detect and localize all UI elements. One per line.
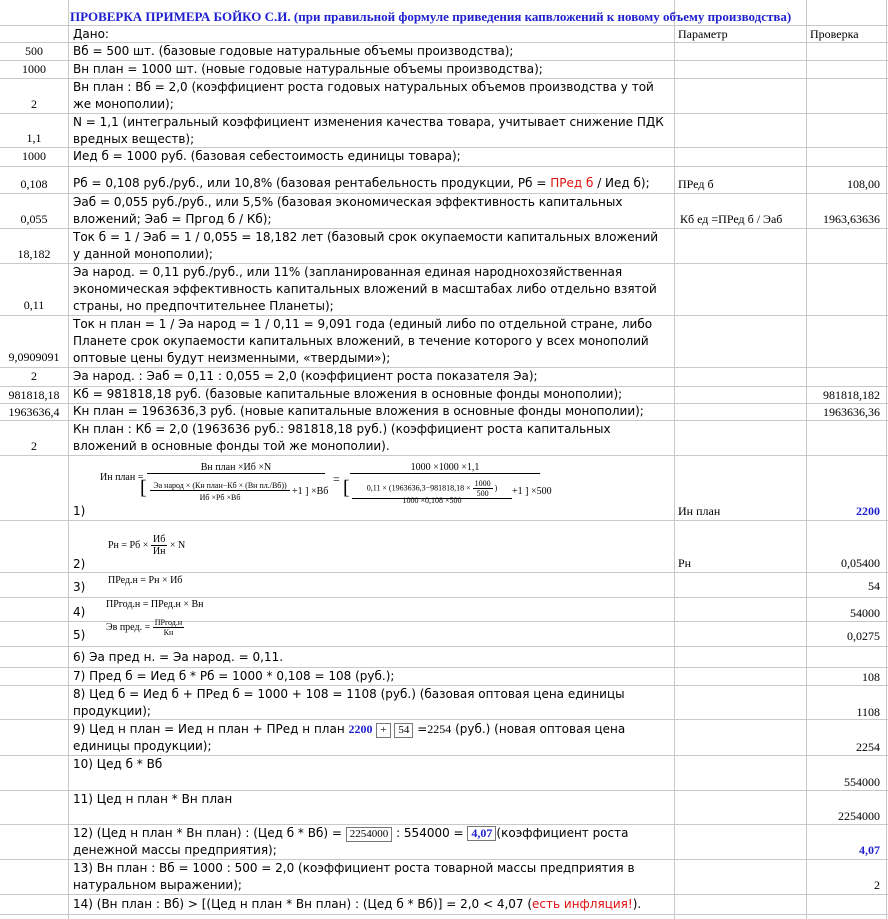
formula-1-numerator-values: 1000 ×1000 ×1,1 <box>350 462 540 474</box>
check-cell: 981818,182 <box>823 388 880 402</box>
text-part: 12) (Цед н план * Вн план) : (Цед б * Вб) = <box>73 826 346 840</box>
step-text: 8) Цед б = Иед б + ПРед б = 1000 + 108 = 1108 (руб.) (базовая оптовая цена единицы продукции); <box>73 687 625 718</box>
formula-text: Эв пред. = <box>106 621 151 633</box>
cell-value: 1000 <box>22 149 46 163</box>
text-part: ). <box>632 897 642 911</box>
step-text: 7) Пред б = Иед б * Рб = 1000 * 0,108 = 108 (руб.); <box>73 669 395 683</box>
grid-line <box>0 894 888 895</box>
formula-text: ) <box>494 483 498 493</box>
param-cell: Рн <box>678 556 692 570</box>
inline-box: 4,07 <box>467 826 496 841</box>
step-text <box>73 825 668 859</box>
check-cell: 0,05400 <box>841 556 880 570</box>
check-cell: 554000 <box>844 775 880 789</box>
formula-4: ПРгод.н = ПРед.н × Вн <box>106 599 204 610</box>
cell-text: Кн план : Кб = 2,0 (1963636 руб.: 981818,18 руб.) (коэффициент роста капитальных вложений в основные фонды той же монополии). <box>73 422 611 453</box>
cell-value: 0,108 <box>20 177 48 191</box>
fraction-numerator: ПРгод.н <box>154 618 183 627</box>
fraction-numerator: 1000 <box>474 479 491 488</box>
fraction-denominator: Ин <box>152 546 166 557</box>
check-cell: 54000 <box>850 606 880 620</box>
cell-value: 1,1 <box>26 131 42 145</box>
text-part: 14) (Вн план : Вб) > [(Цед н план * Вн план) : (Цед б * Вб)] = 2,0 < 4,07 ( <box>73 897 533 911</box>
cell-value: 9,0909091 <box>8 350 60 364</box>
inline-value: 2200 <box>348 722 373 736</box>
cell-value: 2 <box>31 439 37 453</box>
cell-text: Ток б = 1 / Эаб = 1 / 0,055 = 18,182 лет (базовый срок окупаемости капитальных вложений у данной монополии); <box>73 230 659 261</box>
fraction-denominator: 500 <box>476 489 489 498</box>
formula-1-inner-den-values: 1000 ×0,108 ×500 <box>402 496 462 505</box>
check-cell: 108 <box>862 670 880 684</box>
cell-text: Вн план : Вб = 2,0 (коэффициент роста годовых натуральных объемов производства у той же монополии); <box>73 80 654 111</box>
cell-text: Ток н план = 1 / Эа народ = 1 / 0,11 = 9,091 года (единый либо по отдельной стране, либо Планете срок окупаемости капитальных вложений, в течение которого у всех монополий оптовые цены будут неизменными, «твердыми»); <box>73 317 653 365</box>
param-cell: Кб ед =ПРед б / Эаб <box>680 212 783 226</box>
formula-fraction <box>151 534 168 557</box>
formula-1-inner-num: Эа народ × (Кн план−Кб × (Вн пл./Вб)) <box>150 481 290 491</box>
formula-bracket: [ <box>343 477 350 499</box>
check-cell: 1108 <box>856 705 880 719</box>
text-part: Рб = 0,108 руб./руб., или 10,8% (базовая рентабельность продукции, Рб = <box>73 176 551 190</box>
cell-value: 2 <box>31 97 37 111</box>
fraction-numerator: Иб <box>151 534 168 546</box>
grid-line <box>0 597 888 598</box>
check-cell: 2254 <box>856 740 880 754</box>
cell-value: 18,182 <box>17 247 51 261</box>
text-part: (руб.) (новая оптовая цена единицы продукции); <box>73 722 626 753</box>
cell-value: 1000 <box>22 62 46 76</box>
grid-line <box>0 646 888 647</box>
formula-equals: = <box>333 472 340 486</box>
formula-text: × N <box>169 539 186 551</box>
header-given: Дано: <box>73 27 109 41</box>
check-cell: 1963636,36 <box>823 405 880 419</box>
cell-value: 2 <box>31 369 37 383</box>
cell-text: Кб = 981818,18 руб. (базовые капитальные вложения в основные фонды монополии); <box>73 387 623 401</box>
step-text: 13) Вн план : Вб = 1000 : 500 = 2,0 (коэффициент роста товарной массы предприятия в натуральном выражении); <box>73 861 635 892</box>
formula-2 <box>108 534 185 557</box>
check-cell: 0,0275 <box>847 629 880 643</box>
param-cell: ПРед б <box>678 177 714 191</box>
step-label: 1) <box>73 504 86 518</box>
formula-text: Рн = Рб × <box>108 539 149 551</box>
grid-line <box>0 455 888 456</box>
cell-value: 0,055 <box>20 212 48 226</box>
cell-text: Эа народ. = 0,11 руб./руб., или 11% (запланированная единая народнохозяйственная экономическая эффективность капитальных вложений в масштабах либо отдельно взятой страны, но предпочтительнее Планеты); <box>73 265 657 313</box>
cell-value: 500 <box>25 44 43 58</box>
formula-text: Ин план = <box>100 472 144 483</box>
step-text <box>73 721 668 755</box>
text-part: = <box>417 722 428 736</box>
check-cell: 2254000 <box>838 809 880 823</box>
cell-text: Иед б = 1000 руб. (базовая себестоимость единицы товара); <box>73 149 461 163</box>
text-part: / Иед б); <box>593 176 650 190</box>
cell-text: Кн план = 1963636,3 руб. (новые капитальные вложения в основные фонды монополии); <box>73 404 644 418</box>
text-part: (коэффициент роста денежной массы предприятия); <box>73 826 629 857</box>
step-text <box>73 896 713 913</box>
check-cell: 1963,63636 <box>823 212 880 226</box>
formula-3: ПРед.н = Рн × Иб <box>108 575 183 586</box>
formula-1-inner-den: Иб ×Рб ×Вб <box>199 493 241 502</box>
formula-1-numerator: Вн план ×Иб ×N <box>147 462 325 474</box>
result-value: 4,07 <box>859 843 880 857</box>
cell-text: Эа народ. : Эаб = 0,11 : 0,055 = 2,0 (коэффициент роста показателя Эа); <box>73 369 538 383</box>
step-label: 4) <box>73 605 86 619</box>
grid-line <box>0 166 888 167</box>
inline-box: 2254000 <box>346 827 393 842</box>
result-value: 2200 <box>856 504 880 518</box>
step-text: 6) Эа пред н. = Эа народ. = 0,11. <box>73 650 284 664</box>
param-cell: Ин план <box>678 504 721 518</box>
grid-line <box>806 0 807 919</box>
formula-bracket: [ <box>140 477 147 499</box>
text-part: : 554000 = <box>392 826 468 840</box>
red-text: ПРед б <box>550 176 594 190</box>
step-text: 11) Цед н план * Вн план <box>73 792 233 806</box>
grid-line <box>0 914 888 915</box>
step-label: 5) <box>73 628 86 642</box>
check-cell: 2 <box>874 878 880 892</box>
cell-value: 1963636,4 <box>8 405 60 419</box>
header-check: Проверка <box>810 27 859 41</box>
header-param: Параметр <box>678 27 728 41</box>
check-cell: 108,00 <box>847 177 880 191</box>
cell-text: Эаб = 0,055 руб./руб., или 5,5% (базовая экономическая эффективность капитальных вложений; Эаб = Пргод б / Кб); <box>73 195 623 226</box>
step-label: 2) <box>73 557 86 571</box>
inline-value: 2254 <box>427 722 452 736</box>
inline-box: 54 <box>394 723 413 738</box>
red-text: есть инфляция! <box>532 897 633 911</box>
cell-text: Вн план = 1000 шт. (новые годовые натуральные объемы производства); <box>73 62 543 76</box>
cell-text: N = 1,1 (интегральный коэффициент изменения качества товара, учитывает снижение ПДК вредных веществ); <box>73 115 664 146</box>
formula-1-tail: +1 ] ×Вб <box>292 486 329 497</box>
formula-1-tail-values: +1 ] ×500 <box>512 486 552 497</box>
step-label: 3) <box>73 580 86 594</box>
grid-line <box>68 0 69 919</box>
text-part: 9) Цед н план = Иед н план + ПРед н план <box>73 722 349 736</box>
cell-text <box>73 175 668 192</box>
inline-box: + <box>376 723 390 738</box>
grid-line <box>0 25 888 26</box>
grid-line <box>674 0 675 919</box>
page-title: ПРОВЕРКА ПРИМЕРА БОЙКО С.И. (при правильной формуле приведения капвложений к новому объему производства) <box>70 9 792 24</box>
check-cell: 54 <box>868 579 880 593</box>
cell-value: 981818,18 <box>8 388 60 402</box>
cell-value: 0,11 <box>23 298 45 312</box>
grid-line <box>0 520 888 521</box>
grid-line <box>886 0 887 919</box>
cell-text: Вб = 500 шт. (базовые годовые натуральные объемы производства); <box>73 44 514 58</box>
step-text: 10) Цед б * Вб <box>73 757 163 771</box>
formula-1 <box>100 472 143 483</box>
formula-text: 0,11 × (1963636,3−981818,18 × <box>366 483 471 493</box>
fraction-denominator: Кн <box>163 628 174 637</box>
